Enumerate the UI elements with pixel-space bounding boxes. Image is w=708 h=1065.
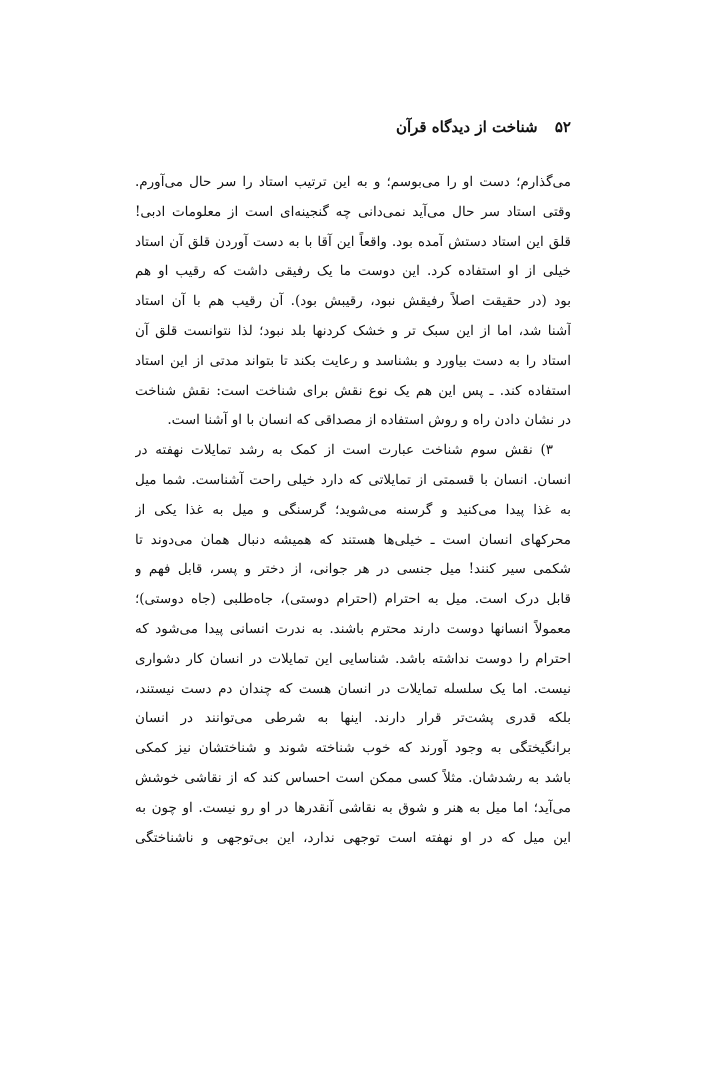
text-line: خیلی از او استفاده کرد. این دوست ما یک رفیقی داشت که رقیب او هم (135, 263, 571, 280)
running-title: شناخت از دیدگاه قرآن (395, 118, 538, 136)
text-line: این میل که در او نهفته است توجهی ندارد، این بی‌توجهی و ناشناختگی (135, 829, 571, 846)
text-line: بلکه قدری پشت‌تر قرار دارند. اینها به شرطی می‌توانند در انسان (135, 710, 571, 727)
body-text (135, 168, 571, 853)
text-line: می‌آید؛ اما میل به هنر و شوق به نقاشی آنقدرها در او رو نیست. او چون به (135, 799, 571, 816)
text-line: استفاده کند. ـ پس این هم یک نوع نقش برای شناخت است: نقش شناخت (135, 382, 571, 399)
text-line: انسان. انسان با قسمتی از تمایلاتی که دارد خیلی راحت آشناست. شما میل (135, 471, 571, 488)
text-line: استاد را به دست بیاورد و بشناسد و رعایت بکند تا بتواند مدتی از این استاد (135, 352, 571, 369)
page-header (396, 118, 571, 136)
page-number: ۵۲ (554, 118, 571, 136)
text-line: آشنا شد، اما از این سبک تر و خشک کردنها بلد نبود؛ لذا نتوانست قلق آن (135, 322, 571, 339)
text-line: قلق این استاد دستش آمده بود. واقعاً این آقا با به دست آوردن قلق آن استاد (135, 233, 571, 250)
text-line: محرکهای انسان است ـ خیلی‌ها هستند که همیشه دنبال همان می‌دوند تا (135, 531, 571, 548)
text-line: احترام را دوست نداشته باشد. شناسایی این تمایلات در انسان کار دشواری (135, 650, 571, 667)
text-line: معمولاً انسانها دوست دارند محترم باشند. به ندرت انسانی پیدا می‌شود که (135, 620, 571, 637)
text-line: بود (در حقیقت اصلاً رفیقش نبود، رقیبش بود). آن رقیب هم با آن استاد (135, 293, 571, 310)
text-line: به غذا پیدا می‌کنید و گرسنه می‌شوید؛ گرسنگی و میل به غذا یکی از (135, 501, 571, 518)
text-line: شکمی سیر کنند! میل جنسی در هر جوانی، از دختر و پسر، قابل فهم و (135, 561, 571, 578)
text-line: ۳) نقش سوم شناخت عبارت است از کمک به رشد تمایلات نهفته در (135, 442, 553, 459)
text-line: برانگیختگی به وجود آورند که خوب شناخته شوند و شناختشان نیز کمکی (135, 740, 571, 757)
text-line: نیست. اما یک سلسله تمایلات در انسان هست که چندان دم دست نیستند، (135, 680, 571, 697)
text-line: باشد به رشدشان. مثلاً کسی ممکن است احساس کند که از نقاشی خوشش (135, 769, 571, 786)
text-line: در نشان دادن راه و روش استفاده از مصداقی که انسان با او آشنا است. (167, 412, 571, 429)
text-line: وقتی استاد سر حال می‌آید نمی‌دانی چه گنجینه‌ای است از معلومات ادبی! (135, 203, 571, 220)
text-line: می‌گذارم؛ دست او را می‌بوسم؛ و به این ترتیب استاد را سر حال می‌آورم. (135, 174, 571, 190)
text-line: قابل درک است. میل به احترام (احترام دوستی)، جاه‌طلبی (جاه دوستی)؛ (135, 591, 571, 608)
